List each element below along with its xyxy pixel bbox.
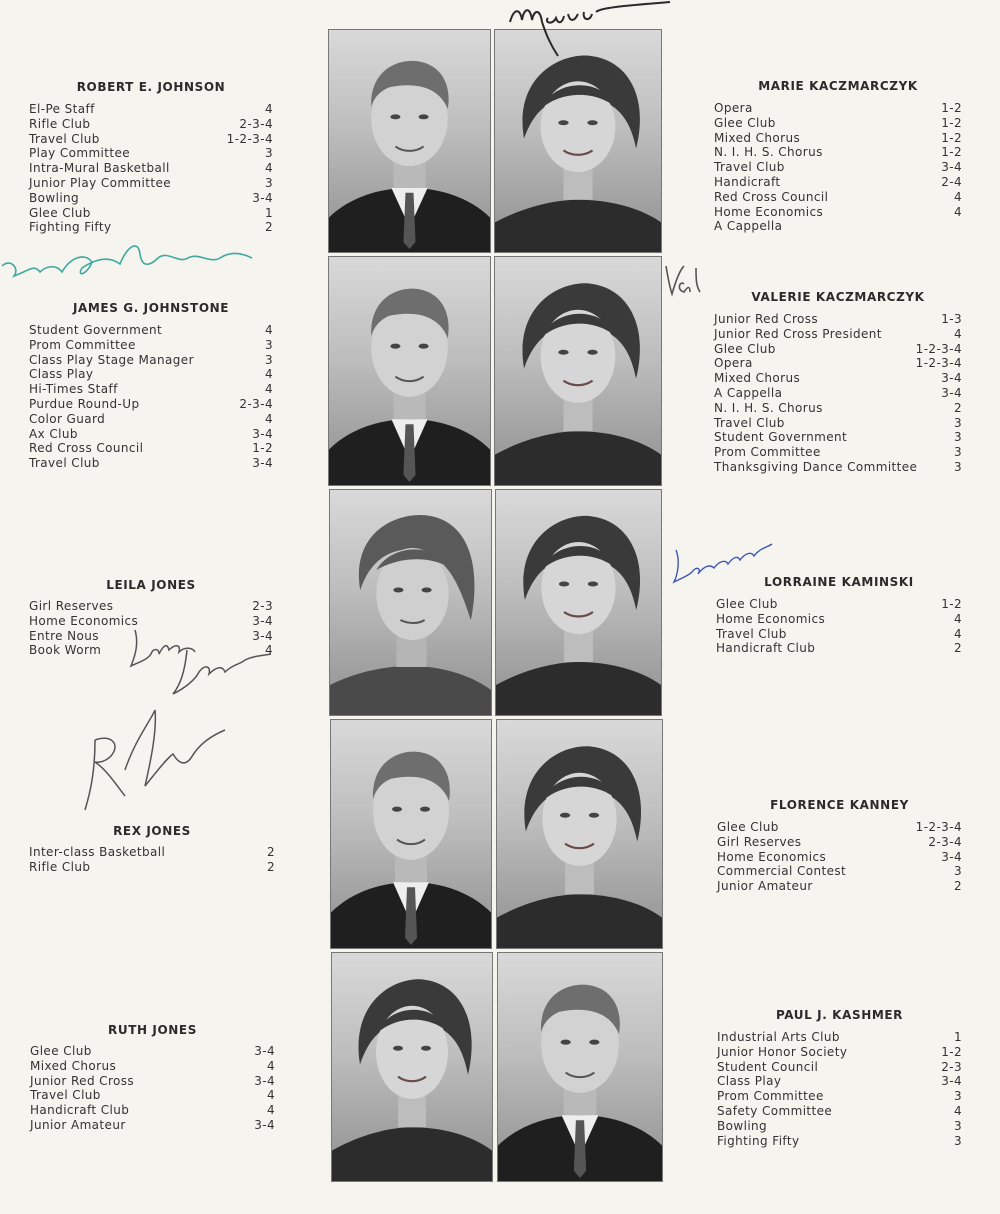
activity-item: [29, 367, 273, 382]
student-entry-marie: [714, 79, 962, 239]
activity-item: [29, 845, 275, 860]
activity-years: 3: [264, 146, 273, 161]
activity-label: Travel Club: [29, 456, 100, 471]
activity-item: [714, 219, 962, 234]
student-name: FLORENCE KANNEY: [770, 798, 909, 812]
activity-item: [30, 1059, 275, 1074]
activity-item: [717, 820, 962, 835]
activity-list: [29, 845, 275, 875]
activity-years: 1-3: [941, 312, 962, 326]
activity-label: N. I. H. S. Chorus: [714, 145, 823, 160]
activity-label: Prom Committee: [717, 1089, 824, 1104]
activity-label: Junior Red Cross President: [714, 326, 882, 341]
activity-item: [717, 835, 962, 850]
activity-item: [29, 117, 273, 132]
activity-years: 4: [953, 189, 962, 204]
activity-years: 1-2: [941, 101, 962, 115]
activity-item: [714, 116, 962, 131]
student-name: LEILA JONES: [106, 578, 196, 592]
signature-leila-jones: [125, 620, 275, 710]
activity-years: 4: [264, 643, 273, 658]
activity-years: 4: [266, 1088, 275, 1103]
activity-label: Red Cross Council: [714, 189, 829, 204]
activity-label: Industrial Arts Club: [717, 1030, 840, 1044]
activity-label: Mixed Chorus: [714, 371, 801, 386]
activity-years: 3-4: [252, 456, 273, 471]
activity-item: [717, 1089, 962, 1104]
activity-label: Junior Amateur: [30, 1117, 126, 1132]
activity-label: Glee Club: [30, 1044, 92, 1058]
activity-years: 4: [264, 382, 273, 397]
activity-item: [29, 441, 273, 456]
activity-years: 1-2-3-4: [915, 820, 962, 834]
activity-label: Travel Club: [714, 415, 785, 430]
activity-item: [29, 382, 273, 397]
activity-label: Prom Committee: [29, 337, 136, 352]
activity-years: 3-4: [941, 849, 962, 864]
activity-years: 3: [953, 445, 962, 460]
activity-item: [29, 599, 273, 614]
activity-years: 3: [953, 430, 962, 445]
activity-item: [714, 131, 962, 146]
activity-label: Class Play: [717, 1074, 782, 1089]
activity-years: 2-3-4: [239, 396, 273, 411]
activity-years: 3-4: [254, 1117, 275, 1132]
activity-years: 3: [953, 1089, 962, 1104]
activity-item: [714, 460, 962, 475]
activity-years: 3-4: [941, 160, 962, 175]
activity-years: 2: [266, 845, 275, 859]
activity-list: [714, 312, 962, 475]
activity-years: 2: [953, 879, 962, 894]
student-name: RUTH JONES: [108, 1023, 197, 1037]
activity-years: 3: [953, 1133, 962, 1148]
student-name: MARIE KACZMARCZYK: [758, 79, 918, 93]
activity-label: Intra-Mural Basketball: [29, 161, 170, 176]
activity-years: 2-3-4: [239, 116, 273, 131]
activity-label: Inter-class Basketball: [29, 845, 166, 859]
activity-years: 2: [266, 859, 275, 874]
student-entry-robert: [29, 80, 273, 240]
signature-rex: [55, 700, 235, 820]
activity-label: Home Economics: [714, 204, 824, 219]
activity-item: [29, 146, 273, 161]
activity-years: 3: [953, 415, 962, 430]
activity-years: 3: [953, 1118, 962, 1133]
portrait-lorraine-kaminski: [495, 489, 662, 716]
activity-years: 3-4: [941, 385, 962, 400]
activity-label: Entre Nous: [29, 628, 99, 643]
activity-item: [717, 864, 962, 879]
activity-label: Hi-Times Staff: [29, 382, 118, 397]
activity-years: 4: [953, 626, 962, 641]
activity-item: [29, 132, 273, 147]
student-name: PAUL J. KASHMER: [775, 1008, 904, 1022]
activity-label: Mixed Chorus: [30, 1058, 117, 1073]
activity-label: Girl Reserves: [717, 834, 802, 849]
activity-item: [30, 1044, 275, 1059]
activity-item: [714, 430, 962, 445]
activity-item: [29, 397, 273, 412]
activity-label: Opera: [714, 356, 753, 371]
activity-years: 2: [264, 220, 273, 235]
signature-val: [660, 260, 710, 300]
portrait-paul-kashmer: [497, 952, 663, 1182]
student-entry-valerie: [714, 290, 962, 480]
activity-item: [716, 597, 962, 612]
activity-years: 4: [953, 1103, 962, 1118]
activity-item: [714, 205, 962, 220]
activity-years: 1-2-3-4: [226, 131, 273, 146]
activity-item: [717, 879, 962, 894]
activity-label: Book Worm: [29, 643, 102, 658]
portrait-james-johnstone: [328, 256, 491, 486]
activity-label: Glee Club: [714, 341, 776, 356]
portrait-florence-kanney: [496, 719, 663, 949]
activity-label: Student Council: [717, 1059, 819, 1074]
activity-item: [29, 191, 273, 206]
activity-label: Fighting Fifty: [29, 220, 112, 235]
activity-item: [29, 161, 273, 176]
activity-item: [29, 427, 273, 442]
activity-label: Home Economics: [716, 611, 826, 626]
activity-label: Student Government: [29, 323, 163, 337]
portrait-robert-johnson: [328, 29, 491, 253]
activity-years: 2-3: [941, 1059, 962, 1074]
portrait-marie-kaczmarczyk: [494, 29, 662, 253]
student-entry-james: [29, 301, 273, 476]
student-name: VALERIE KACZMARCZYK: [751, 290, 925, 304]
activity-years: 3: [264, 352, 273, 367]
activity-years: 4: [953, 204, 962, 219]
activity-years: 4: [266, 1103, 275, 1118]
activity-list: [717, 1030, 962, 1148]
student-entry-paul: [717, 1008, 962, 1153]
activity-years: 3: [264, 337, 273, 352]
activity-item: [714, 160, 962, 175]
activity-years: 2-3: [252, 599, 273, 613]
student-name: ROBERT E. JOHNSON: [76, 80, 226, 94]
activity-label: Junior Red Cross: [30, 1073, 135, 1088]
activity-label: Home Economics: [717, 849, 827, 864]
activity-label: Travel Club: [30, 1088, 101, 1103]
activity-label: Travel Club: [714, 160, 785, 175]
activity-years: 3: [264, 175, 273, 190]
activity-label: Junior Honor Society: [717, 1044, 848, 1059]
activity-label: Glee Club: [716, 597, 778, 611]
activity-label: Opera: [714, 101, 753, 115]
activity-label: Ax Club: [29, 426, 78, 441]
activity-item: [29, 456, 273, 471]
activity-label: Bowling: [29, 190, 80, 205]
activity-label: Color Guard: [29, 411, 106, 426]
activity-label: Class Play: [29, 367, 94, 382]
activity-label: Prom Committee: [714, 445, 821, 460]
activity-label: Glee Club: [714, 115, 776, 130]
activity-years: 4: [264, 323, 273, 337]
activity-label: Glee Club: [29, 205, 91, 220]
activity-list: [30, 1044, 275, 1133]
activity-item: [714, 175, 962, 190]
activity-years: 1-2: [941, 115, 962, 130]
activity-list: [714, 101, 962, 234]
activity-item: [717, 850, 962, 865]
activity-label: A Cappella: [714, 219, 783, 234]
activity-item: [29, 338, 273, 353]
activity-item: [714, 401, 962, 416]
portrait-valerie-kaczmarczyk: [494, 256, 662, 486]
signature-marie: [500, 0, 680, 60]
activity-item: [717, 1074, 962, 1089]
portrait-leila-jones: [329, 489, 492, 716]
activity-label: Bowling: [717, 1118, 768, 1133]
activity-item: [714, 342, 962, 357]
activity-item: [714, 190, 962, 205]
activity-label: Purdue Round-Up: [29, 396, 140, 411]
activity-label: Fighting Fifty: [717, 1133, 800, 1148]
activity-label: Commercial Contest: [717, 864, 847, 879]
activity-label: Junior Amateur: [717, 879, 813, 894]
activity-label: Rifle Club: [29, 859, 91, 874]
activity-years: 2-4: [941, 174, 962, 189]
activity-years: 2-3-4: [928, 834, 962, 849]
activity-label: Home Economics: [29, 613, 139, 628]
activity-item: [29, 206, 273, 221]
activity-label: N. I. H. S. Chorus: [714, 400, 823, 415]
activity-label: Rifle Club: [29, 116, 91, 131]
activity-years: 4: [264, 102, 273, 116]
activity-item: [29, 102, 273, 117]
activity-item: [29, 860, 275, 875]
activity-item: [714, 445, 962, 460]
activity-years: 1-2: [941, 145, 962, 160]
activity-list: [717, 820, 962, 894]
activity-item: [717, 1104, 962, 1119]
activity-item: [714, 416, 962, 431]
activity-item: [29, 176, 273, 191]
activity-label: Play Committee: [29, 146, 131, 161]
activity-label: Red Cross Council: [29, 441, 144, 456]
activity-label: Handicraft Club: [716, 641, 816, 656]
activity-label: Travel Club: [716, 626, 787, 641]
activity-item: [714, 386, 962, 401]
student-entry-rex: [29, 824, 275, 879]
activity-item: [30, 1118, 275, 1133]
activity-years: 3-4: [252, 426, 273, 441]
activity-years: 2: [953, 641, 962, 656]
activity-years: 1-2-3-4: [915, 356, 962, 371]
activity-label: Handicraft: [714, 174, 781, 189]
student-entry-florence: [717, 798, 962, 898]
activity-label: Junior Play Committee: [29, 175, 172, 190]
activity-years: 1-2: [252, 441, 273, 456]
activity-years: 1-2: [941, 597, 962, 611]
activity-item: [714, 371, 962, 386]
activity-years: 3-4: [941, 1074, 962, 1089]
student-name: REX JONES: [113, 824, 191, 838]
activity-years: 4: [953, 611, 962, 626]
activity-label: Glee Club: [717, 820, 779, 834]
activity-item: [714, 356, 962, 371]
activity-years: 1-2-3-4: [915, 341, 962, 356]
activity-item: [716, 627, 962, 642]
activity-label: Junior Red Cross: [714, 312, 819, 326]
activity-label: Safety Committee: [717, 1103, 833, 1118]
activity-label: Mixed Chorus: [714, 130, 801, 145]
activity-label: Class Play Stage Manager: [29, 352, 194, 367]
activity-item: [717, 1119, 962, 1134]
activity-label: Thanksgiving Dance Committee: [714, 459, 918, 474]
activity-label: Girl Reserves: [29, 599, 114, 613]
activity-years: 4: [953, 326, 962, 341]
activity-years: 2: [953, 400, 962, 415]
activity-item: [716, 641, 962, 656]
signature-lorraine: [668, 530, 783, 590]
activity-item: [717, 1060, 962, 1075]
activity-label: El-Pe Staff: [29, 102, 95, 116]
activity-item: [29, 412, 273, 427]
activity-item: [717, 1030, 962, 1045]
activity-years: 3-4: [254, 1073, 275, 1088]
student-entry-ruth: [30, 1023, 275, 1138]
activity-years: 3-4: [252, 628, 273, 643]
portrait-ruth-jones: [331, 952, 493, 1182]
activity-years: 1: [264, 205, 273, 220]
activity-list: [29, 323, 273, 471]
activity-years: 4: [264, 411, 273, 426]
activity-label: Handicraft Club: [30, 1103, 130, 1118]
activity-label: Travel Club: [29, 131, 100, 146]
activity-years: 1-2: [941, 130, 962, 145]
activity-item: [30, 1103, 275, 1118]
activity-years: 3: [953, 864, 962, 879]
signature-james-johnstone: [0, 228, 260, 298]
activity-item: [717, 1134, 962, 1149]
student-name: LORRAINE KAMINSKI: [764, 575, 914, 589]
activity-list: [716, 597, 962, 656]
activity-years: 3-4: [254, 1044, 275, 1058]
activity-label: A Cappella: [714, 385, 783, 400]
activity-years: 1: [953, 1030, 962, 1044]
activity-item: [714, 145, 962, 160]
activity-item: [714, 312, 962, 327]
activity-item: [30, 1088, 275, 1103]
activity-item: [716, 612, 962, 627]
portrait-rex-jones: [330, 719, 492, 949]
student-name: JAMES G. JOHNSTONE: [72, 301, 230, 315]
activity-item: [29, 323, 273, 338]
activity-years: 4: [264, 367, 273, 382]
activity-item: [30, 1074, 275, 1089]
activity-label: Student Government: [714, 430, 848, 445]
activity-item: [29, 353, 273, 368]
activity-item: [714, 327, 962, 342]
activity-years: 3: [953, 459, 962, 474]
activity-list: [29, 102, 273, 235]
activity-years: 3-4: [252, 190, 273, 205]
activity-years: 3-4: [252, 613, 273, 628]
activity-years: 1-2: [941, 1044, 962, 1059]
activity-item: [714, 101, 962, 116]
activity-years: 3-4: [941, 371, 962, 386]
activity-item: [717, 1045, 962, 1060]
activity-years: 4: [264, 161, 273, 176]
activity-years: 4: [266, 1058, 275, 1073]
